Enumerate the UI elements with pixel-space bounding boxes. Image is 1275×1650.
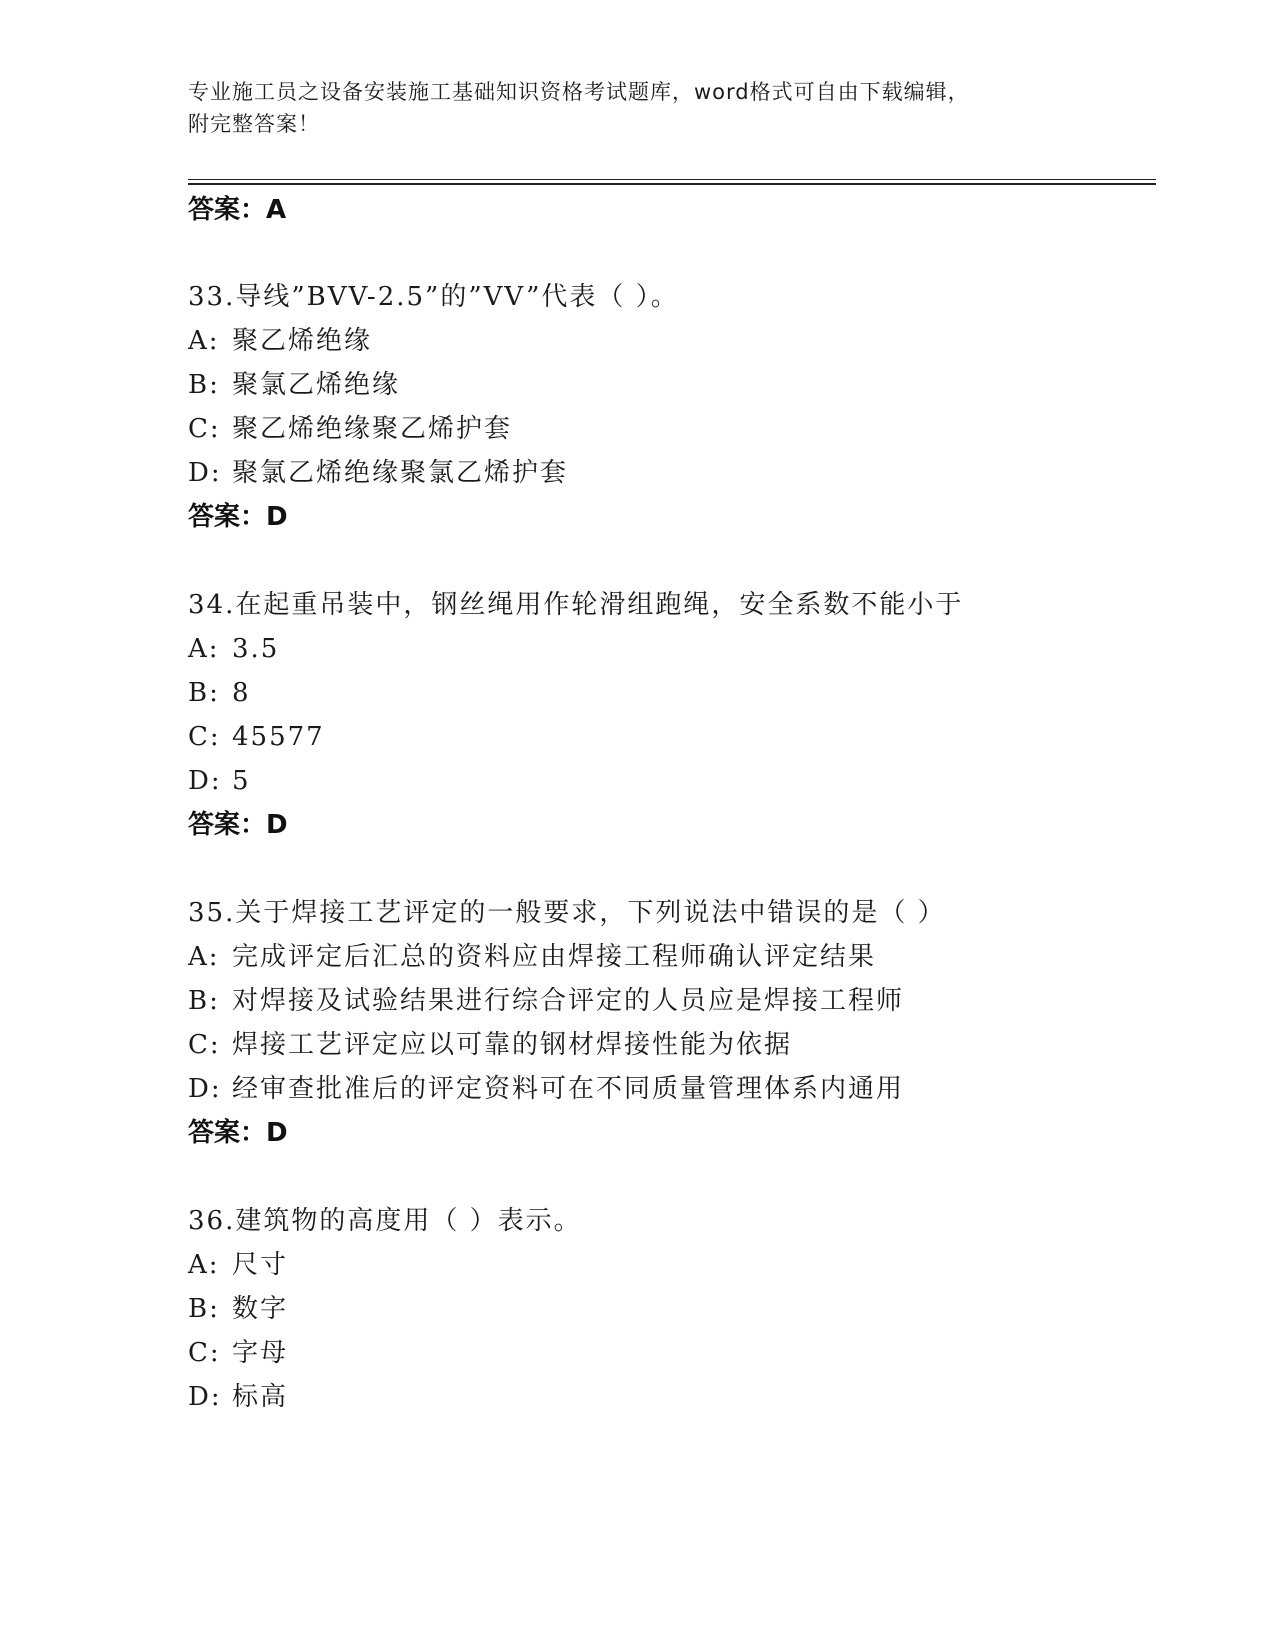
question-34-option-c (188, 720, 325, 754)
question-35-option-a (188, 940, 876, 974)
option-key: D: (188, 1074, 222, 1104)
question-34-option-b (188, 676, 251, 710)
option-key: D: (188, 1382, 222, 1412)
question-35-option-d (188, 1072, 904, 1106)
option-key: C: (188, 1030, 221, 1060)
question-36-option-b (188, 1292, 288, 1326)
option-key: A: (188, 1250, 220, 1280)
question-33-option-a (188, 324, 372, 358)
option-text: 45577 (232, 722, 325, 752)
option-key: C: (188, 1338, 221, 1368)
question-35-option-c (188, 1028, 792, 1062)
question-36-stem: 36.建筑物的高度用（ ）表示。 (188, 1206, 582, 1236)
question-33-answer: 答案：D (188, 502, 288, 532)
option-text: 8 (232, 678, 251, 708)
option-key: B: (188, 986, 220, 1016)
option-text: 3.5 (232, 634, 280, 664)
question-35-option-b (188, 984, 904, 1018)
header-divider-thick (188, 183, 1156, 185)
question-36-option-d (188, 1380, 288, 1414)
question-33-option-c (188, 412, 512, 446)
option-text: 5 (232, 766, 251, 796)
option-key: A: (188, 942, 220, 972)
question-35-stem: 35.关于焊接工艺评定的一般要求，下列说法中错误的是（ ） (188, 898, 946, 928)
question-33-option-b (188, 368, 400, 402)
option-text: 聚氯乙烯绝缘聚氯乙烯护套 (232, 458, 569, 488)
question-33-stem: 33.导线”BVV-2.5”的”VV”代表（ ）。 (188, 282, 679, 312)
question-34-stem: 34.在起重吊装中，钢丝绳用作轮滑组跑绳，安全系数不能小于 (188, 590, 964, 620)
question-36-option-c (188, 1336, 288, 1370)
option-text: 焊接工艺评定应以可靠的钢材焊接性能为依据 (232, 1030, 793, 1060)
document-header (188, 76, 1088, 140)
option-key: A: (188, 326, 220, 356)
option-key: D: (188, 458, 222, 488)
option-text: 尺寸 (232, 1250, 289, 1280)
option-text: 经审查批准后的评定资料可在不同质量管理体系内通用 (232, 1074, 905, 1104)
option-text: 标高 (232, 1382, 289, 1412)
question-34-answer: 答案：D (188, 810, 288, 840)
question-34-option-d (188, 764, 251, 798)
option-key: B: (188, 370, 220, 400)
question-36-option-a (188, 1248, 288, 1282)
option-text: 数字 (232, 1294, 289, 1324)
question-33-option-d (188, 456, 568, 490)
option-key: B: (188, 678, 220, 708)
option-text: 完成评定后汇总的资料应由焊接工程师确认评定结果 (232, 942, 877, 972)
option-text: 聚乙烯绝缘 (232, 326, 373, 356)
option-text: 聚乙烯绝缘聚乙烯护套 (232, 414, 513, 444)
option-key: C: (188, 722, 221, 752)
option-key: B: (188, 1294, 220, 1324)
option-key: A: (188, 634, 220, 664)
header-line-1: 专业施工员之设备安装施工基础知识资格考试题库，word格式可自由下载编辑， (188, 80, 970, 104)
option-text: 聚氯乙烯绝缘 (232, 370, 401, 400)
question-34-option-a (188, 632, 279, 666)
option-key: D: (188, 766, 222, 796)
option-text: 对焊接及试验结果进行综合评定的人员应是焊接工程师 (232, 986, 905, 1016)
option-text: 字母 (232, 1338, 289, 1368)
header-line-2: 附完整答案！ (188, 112, 320, 136)
header-divider-thin (188, 179, 1156, 180)
answer-previous-question: 答案：A (188, 195, 287, 225)
option-key: C: (188, 414, 221, 444)
question-35-answer: 答案：D (188, 1118, 288, 1148)
